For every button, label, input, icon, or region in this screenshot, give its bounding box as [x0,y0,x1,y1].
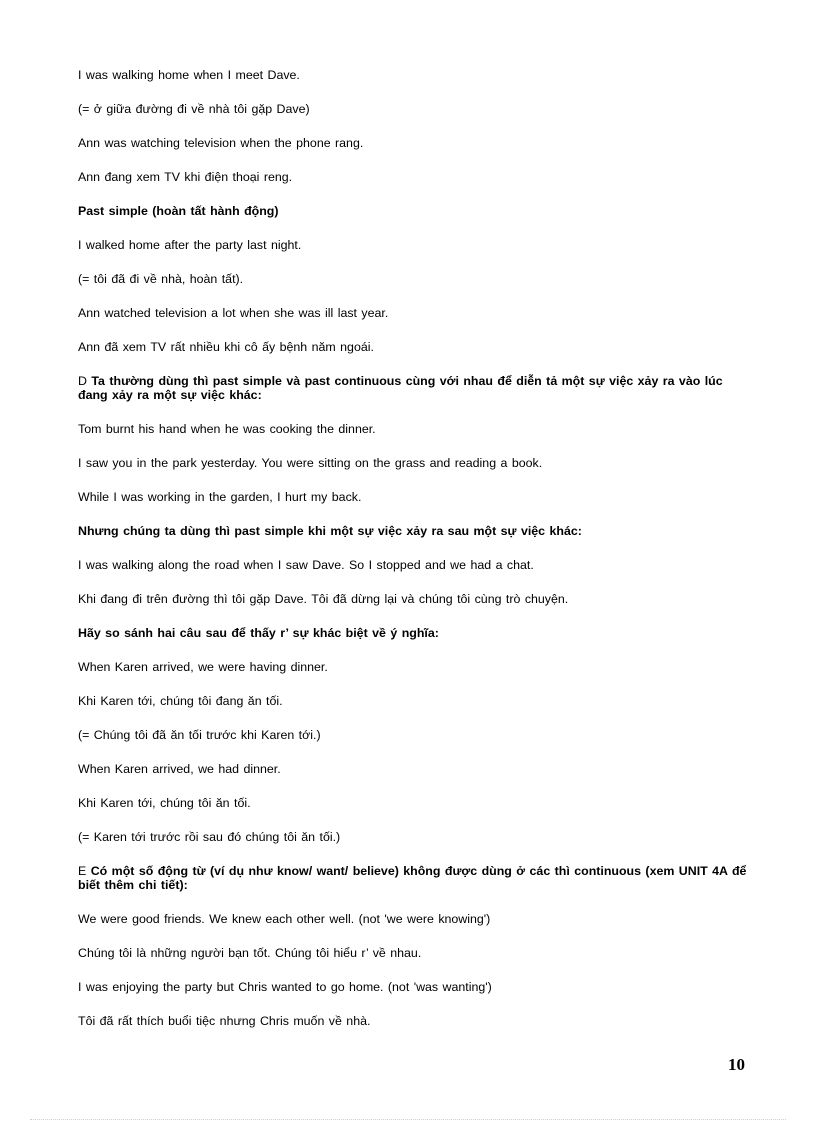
page-bottom-divider [30,1119,786,1120]
paragraph: Ann watched television a lot when she was ill last year. [78,306,389,320]
paragraph: (= ở giữa đường đi về nhà tôi gặp Dave) [78,102,310,116]
paragraph: Ann đang xem TV khi điện thoại reng. [78,170,293,184]
page-number: 10 [728,1055,745,1074]
paragraph: Ann was watching television when the phone rang. [78,136,364,150]
paragraph: Chúng tôi là những người bạn tốt. Chúng tôi hiểu r’ về nhau. [78,946,422,960]
paragraph: Khi đang đi trên đường thì tôi gặp Dave. Tôi đã dừng lại và chúng tôi cùng trò chuyện. [78,592,569,606]
section-letter: D [78,374,87,388]
section-heading-e [78,864,748,892]
paragraph: I saw you in the park yesterday. You were sitting on the grass and reading a book. [78,456,543,470]
section-heading-text: Ta thường dùng thì past simple và past continuous cùng với nhau để diễn tả một sự việc xảy ra vào lúc đang xảy ra một sự việc khác: [78,374,723,402]
section-heading-d [78,374,748,402]
paragraph: Tôi đã rất thích buổi tiệc nhưng Chris muốn về nhà. [78,1014,371,1028]
paragraph: (= Chúng tôi đã ăn tối trước khi Karen tới.) [78,728,321,742]
paragraph: Ann đã xem TV rất nhiều khi cô ấy bệnh năm ngoái. [78,340,374,354]
section-heading: Hãy so sánh hai câu sau để thấy r’ sự khác biệt về ý nghĩa: [78,626,439,640]
paragraph: (= Karen tới trước rồi sau đó chúng tôi ăn tối.) [78,830,341,844]
paragraph: Khi Karen tới, chúng tôi đang ăn tối. [78,694,283,708]
section-letter: E [78,864,87,878]
paragraph: Khi Karen tới, chúng tôi ăn tối. [78,796,251,810]
section-heading: Past simple (hoàn tất hành động) [78,204,279,218]
paragraph: When Karen arrived, we had dinner. [78,762,281,776]
paragraph: While I was working in the garden, I hurt my back. [78,490,362,504]
paragraph: I walked home after the party last night. [78,238,302,252]
section-heading: Nhưng chúng ta dùng thì past simple khi một sự việc xảy ra sau một sự việc khác: [78,524,582,538]
page-content [78,68,748,1048]
paragraph: I was walking home when I meet Dave. [78,68,300,82]
paragraph: When Karen arrived, we were having dinner. [78,660,328,674]
paragraph: Tom burnt his hand when he was cooking the dinner. [78,422,376,436]
section-heading-text: Có một số động từ (ví dụ như know/ want/ believe) không được dùng ở các thì continuous (xem UNIT 4A để biết thêm chi tiết): [78,864,747,892]
paragraph: I was walking along the road when I saw Dave. So I stopped and we had a chat. [78,558,534,572]
paragraph: We were good friends. We knew each other well. (not 'we were knowing') [78,912,491,926]
paragraph: I was enjoying the party but Chris wanted to go home. (not 'was wanting') [78,980,492,994]
paragraph: (= tôi đã đi về nhà, hoàn tất). [78,272,244,286]
